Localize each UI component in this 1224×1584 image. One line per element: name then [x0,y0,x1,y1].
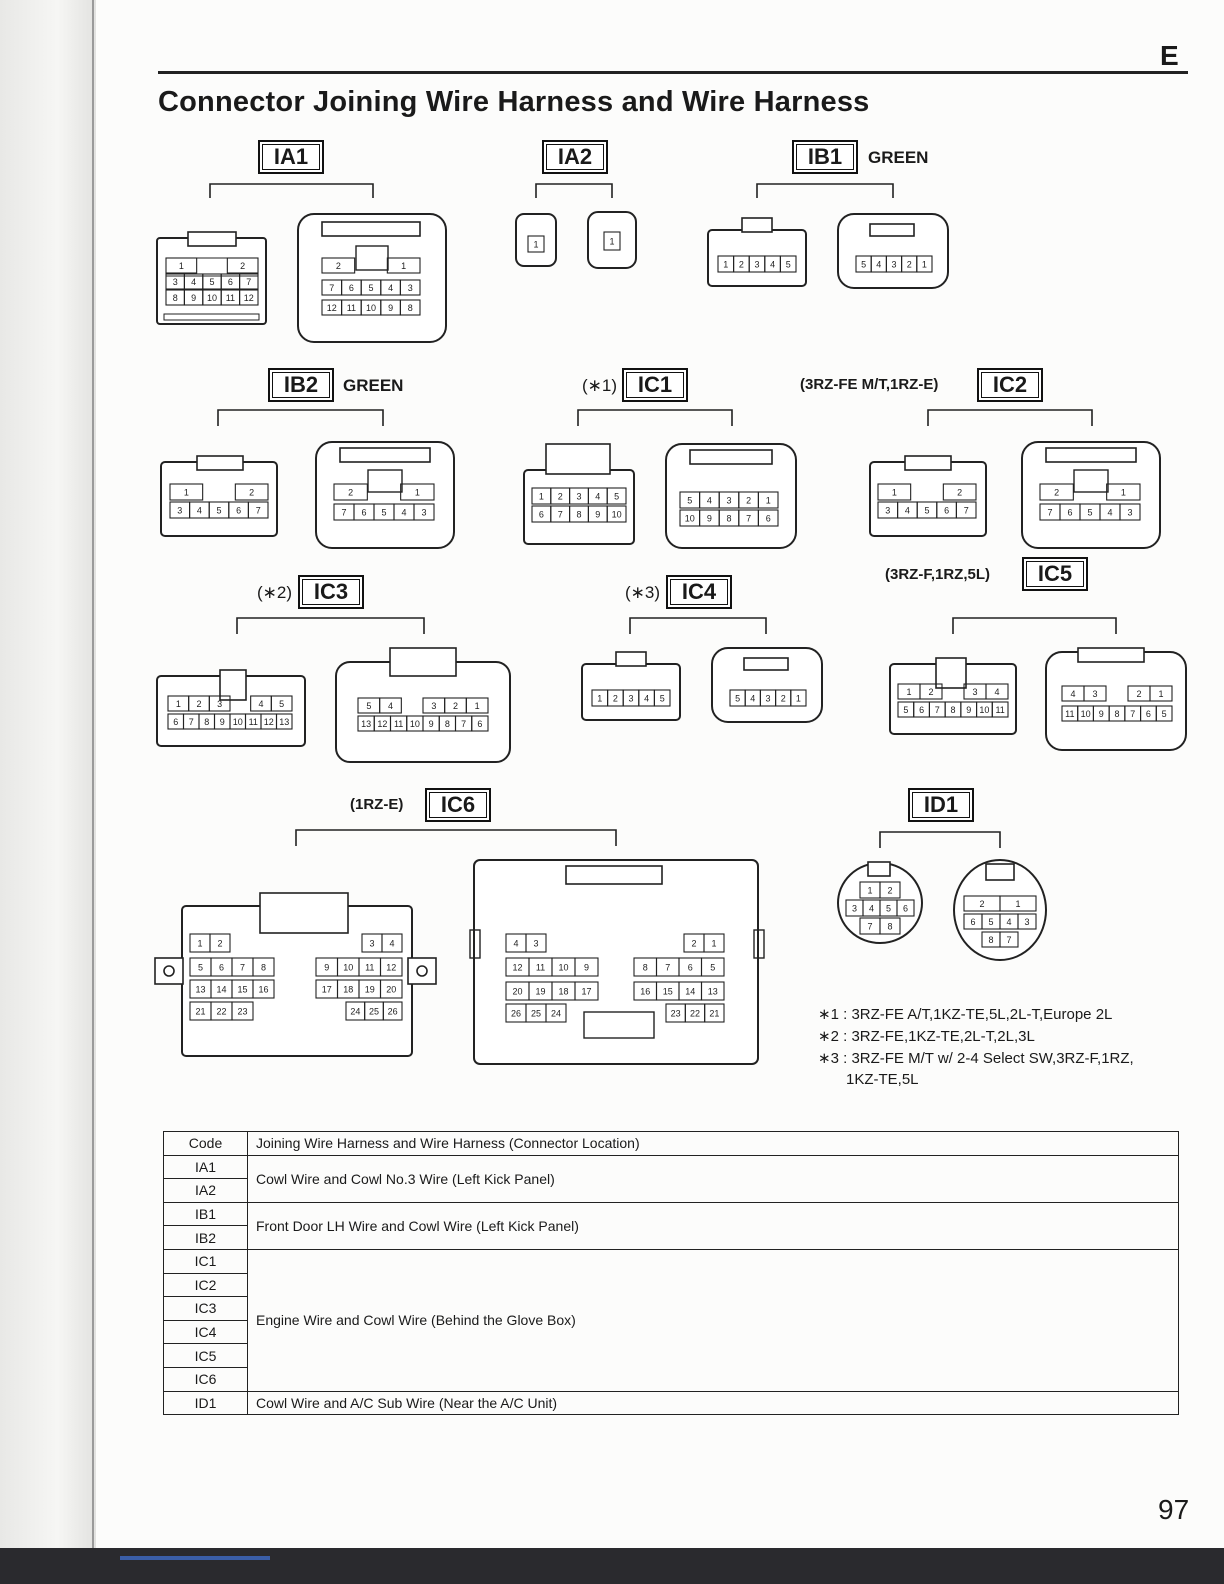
footnote-3: ∗3 : 3RZ-FE M/T w/ 2-4 Select SW,3RZ-F,1RZ, [818,1050,1134,1067]
pin-number: 3 [1127,507,1133,518]
connector-pair-bracket [218,410,383,426]
pin-number: 3 [172,277,178,287]
pin-number: 10 [558,962,569,973]
pin-number: 4 [868,903,875,914]
pin-number: 8 [950,705,956,715]
pin-number: 7 [1047,507,1053,518]
pin-number: 6 [348,283,354,293]
latch [1078,648,1144,662]
pin-number: 8 [887,921,893,932]
pin-number: 13 [707,986,718,997]
latch [197,456,243,470]
pin-number: 7 [1006,935,1012,945]
code-cell: IB1 [164,1202,248,1226]
pin-number: 2 [928,687,934,697]
pin-number: 8 [988,935,994,945]
pin-number: 6 [236,505,242,516]
pin-number: 4 [387,701,394,711]
pin-number: 5 [381,507,387,518]
pin-number: 3 [576,491,582,502]
pin-number: 7 [1130,709,1136,719]
pin-number: 2 [196,699,202,709]
pin-number: 11 [535,962,546,973]
ic5-condition: (3RZ-F,1RZ,5L) [885,566,990,583]
code-cell: IC2 [164,1273,248,1297]
pin-number: 2 [557,491,563,502]
pin-number: 9 [428,719,434,729]
pin-number: 2 [979,899,985,909]
pin-number: 7 [665,962,671,973]
pin-number: 3 [754,259,760,270]
pin-number: 8 [576,509,582,520]
pin-number: 2 [906,259,912,270]
pin-number: 9 [966,705,972,715]
pin-number: 6 [970,917,976,927]
pin-number: 10 [343,962,354,973]
pin-number: 5 [279,699,285,709]
pin-number: 1 [183,487,189,498]
ib2-color-label: GREEN [343,376,404,395]
header-description: Joining Wire Harness and Wire Harness (Connector Location) [248,1132,1179,1156]
description-cell: Engine Wire and Cowl Wire (Behind the Glove Box) [248,1249,1179,1391]
pin-number: 19 [364,984,375,995]
pin-number: 2 [240,261,246,271]
pin-number: 24 [350,1006,361,1017]
connector-ic4-male [582,664,680,720]
pin-number: 6 [1145,709,1151,719]
pin-number: 5 [710,962,716,973]
pin-number: 12 [243,293,254,303]
pin-number: 4 [750,693,756,704]
pin-number: 16 [640,986,651,997]
code-box-ic3: IC3 [298,575,364,609]
pin-number: 9 [191,293,197,303]
connector-pair-bracket [237,618,424,634]
connector-pair-bracket [578,410,732,426]
ic3-condition: (∗2) [257,583,293,602]
pin-number: 3 [851,903,858,914]
page-title: Connector Joining Wire Harness and Wire Harness [158,86,870,118]
latch [905,456,951,470]
pin-number: 11 [1065,709,1075,719]
latch [744,658,788,670]
pin-number: 4 [904,505,910,516]
latch [1046,448,1136,462]
pin-number: 17 [321,984,332,995]
pin-number: 10 [979,705,990,715]
pin-number: 4 [389,938,395,949]
connector-ib1-male [708,230,806,286]
table-header-row [164,1132,1179,1156]
pin-number: 3 [885,505,891,516]
code-cell: IB2 [164,1226,248,1250]
pin-number: 5 [659,693,665,704]
pin-number: 1 [1120,487,1126,498]
pin-number: 1 [597,693,603,704]
pin-number: 11 [995,705,1005,715]
pin-number: 12 [326,303,337,313]
pin-number: 3 [177,505,183,516]
pin-number: 15 [662,986,673,997]
pin-number: 9 [1098,709,1104,719]
pin-number: 8 [204,717,210,727]
pin-number: 2 [452,701,459,711]
pin-number: 6 [227,277,233,287]
pin-number: 17 [581,986,592,997]
pin-number: 10 [365,303,377,313]
pin-number: 22 [689,1008,701,1019]
page-number: 97 [1158,1494,1190,1525]
pin-number: 8 [1114,709,1120,719]
pin-number: 5 [861,259,867,270]
pin-number: 1 [921,259,927,270]
connector-ib2-male [161,462,277,536]
pin-number: 1 [178,261,184,271]
pin-number: 1 [197,938,203,949]
pin-number: 5 [614,491,620,502]
pin-number: 5 [1087,507,1093,518]
pin-number: 4 [513,938,519,949]
pin-number: 12 [386,962,397,973]
pin-number: 9 [706,513,712,524]
pin-number: 2 [249,487,255,498]
pin-number: 8 [260,962,267,973]
pin-number: 1 [906,687,912,697]
pin-number: 1 [795,693,801,704]
pin-number: 2 [335,261,341,271]
pin-number: 5 [903,705,909,715]
pin-number: 5 [687,495,693,506]
pin-number: 8 [642,962,648,973]
ic6-condition: (1RZ-E) [350,796,404,813]
pin-number: 1 [867,885,873,896]
latch [260,893,348,933]
pin-number: 1 [1158,689,1164,699]
pin-number: 1 [414,487,420,498]
pin-number: 5 [785,259,791,270]
connector-location-table [163,1131,1179,1415]
pin-number: 14 [216,984,227,995]
code-cell: IC5 [164,1344,248,1368]
pin-number: 4 [196,505,202,516]
pin-number: 3 [726,495,732,506]
pin-number: 6 [477,719,483,729]
pin-number: 4 [595,491,601,502]
pin-number: 5 [197,962,204,973]
pin-number: 1 [765,495,771,506]
pin-number: 2 [780,693,786,704]
pin-number: 6 [687,962,693,973]
pin-number: 5 [1161,709,1167,719]
description-cell: Front Door LH Wire and Cowl Wire (Left Kick Panel) [248,1202,1179,1249]
pin-number: 16 [258,984,269,995]
pin-number: 7 [461,719,467,729]
pin-number: 9 [595,509,601,520]
code-cell: IC1 [164,1249,248,1273]
latch [546,444,610,474]
code-box-ib2: IB2 [268,368,334,402]
pin-number: 12 [377,719,388,729]
latch [188,232,236,246]
pin-number: 20 [386,984,397,995]
pin-number: 11 [225,293,236,303]
pin-number: 6 [538,509,544,520]
pin-number: 10 [611,509,622,520]
pin-number: 6 [218,962,225,973]
connector-pair-bracket [296,830,616,846]
pin-number: 7 [867,921,873,932]
pin-number: 13 [279,717,290,727]
mount-ear [155,958,183,984]
latch [868,862,890,876]
pin-number: 2 [1054,487,1060,498]
pin-number: 6 [1067,507,1073,518]
pin-number: 14 [685,986,696,997]
pin-number: 18 [558,986,569,997]
pin-number: 6 [361,507,367,518]
pin-number: 4 [1006,917,1012,927]
pin-number: 1 [533,239,539,250]
pin-number: 1 [1015,899,1021,909]
connector-pair-bracket [630,618,766,634]
pin-number: 2 [746,495,752,506]
description-cell: Cowl Wire and A/C Sub Wire (Near the A/C Unit) [248,1391,1179,1415]
footnote-1: ∗1 : 3RZ-FE A/T,1KZ-TE,5L,2L-T,Europe 2L [818,1006,1113,1023]
pin-number: 10 [684,513,695,524]
pin-number: 4 [258,699,264,709]
code-cell: IC4 [164,1320,248,1344]
pin-number: 9 [219,717,225,727]
pin-number: 4 [770,259,776,270]
pin-number: 8 [726,513,732,524]
connector-ic1-male [524,470,634,544]
pin-number: 9 [388,303,394,313]
pin-number: 3 [972,687,978,697]
pin-number: 3 [1092,689,1098,699]
pin-number: 5 [735,693,741,704]
pin-number: 5 [216,505,222,516]
pin-number: 1 [401,261,407,271]
pin-number: 10 [206,293,218,303]
pin-number: 13 [195,984,206,995]
pin-number: 5 [988,917,994,927]
pin-number: 1 [474,701,480,711]
pin-number: 7 [239,962,246,973]
code-cell: IA2 [164,1179,248,1203]
pin-number: 3 [369,938,375,949]
pin-number: 11 [346,303,357,313]
pin-number: 7 [746,513,752,524]
section-letter: E [1160,40,1179,71]
pin-number: 23 [237,1006,248,1017]
pin-number: 7 [246,277,252,287]
pin-number: 5 [924,505,930,516]
latch [690,450,772,464]
pin-number: 20 [512,986,523,997]
pin-number: 3 [765,693,771,704]
pin-number: 11 [248,717,258,727]
pin-number: 2 [1136,689,1142,699]
pin-number: 8 [172,293,178,303]
pin-number: 7 [341,507,347,518]
code-box-ia2: IA2 [542,140,608,174]
pin-number: 10 [1080,709,1091,719]
pin-number: 25 [530,1008,542,1019]
code-cell: ID1 [164,1391,248,1415]
pin-number: 26 [510,1008,522,1019]
pin-number: 4 [1107,507,1113,518]
header-code: Code [164,1132,248,1156]
pin-number: 2 [217,938,223,949]
connector-pair-bracket [928,410,1092,426]
pin-number: 1 [891,487,897,498]
pin-number: 2 [348,487,354,498]
code-box-ic4: IC4 [666,575,732,609]
pin-number: 7 [255,505,261,516]
pin-number: 4 [876,259,882,270]
pin-number: 5 [885,903,892,914]
pin-number: 2 [612,693,618,704]
pin-number: 6 [944,505,950,516]
code-cell: IC3 [164,1297,248,1321]
pin-number: 7 [329,283,335,293]
code-cell: IA1 [164,1155,248,1179]
pin-number: 10 [232,717,243,727]
pin-number: 5 [368,283,374,293]
connector-pair-bracket [953,618,1116,634]
pin-number: 3 [533,938,539,949]
pin-number: 23 [670,1008,681,1019]
pin-number: 9 [324,962,330,973]
pin-number: 1 [175,699,181,709]
pin-number: 6 [919,705,925,715]
pin-number: 2 [691,938,697,949]
pin-number: 4 [994,687,1000,697]
pin-number: 3 [891,259,897,270]
pin-number: 11 [365,962,375,973]
code-box-ic6: IC6 [425,788,491,822]
pin-number: 21 [709,1008,720,1019]
pin-number: 7 [557,509,563,520]
description-cell: Cowl Wire and Cowl No.3 Wire (Left Kick Panel) [248,1155,1179,1202]
pin-number: 1 [609,236,615,247]
code-box-ic1: IC1 [622,368,688,402]
pin-number: 10 [409,719,420,729]
connector-pair-bracket [210,184,373,198]
pin-number: 22 [216,1006,227,1017]
table-row [164,1391,1179,1415]
pin-number: 4 [644,693,650,704]
pin-number: 18 [343,984,354,995]
pin-number: 3 [431,701,437,711]
pin-number: 4 [388,283,394,293]
pin-number: 11 [393,719,404,729]
ic4-condition: (∗3) [625,583,661,602]
code-box-id1: ID1 [908,788,974,822]
pin-number: 12 [263,717,274,727]
table-row [164,1155,1179,1179]
pin-number: 7 [963,505,969,516]
connector-pair-bracket [880,832,1000,848]
pin-number: 8 [407,303,413,313]
latch [742,218,772,232]
pin-number: 7 [188,717,194,727]
pin-number: 19 [535,986,546,997]
pin-number: 4 [401,507,407,518]
latch [566,866,662,884]
pin-number: 3 [628,693,634,704]
ic1-condition: (∗1) [582,376,618,395]
pin-number: 2 [957,487,963,498]
table-row [164,1249,1179,1273]
table-row [164,1202,1179,1226]
latch [390,648,456,676]
pin-number: 15 [237,984,248,995]
pin-number: 5 [366,701,372,711]
pin-number: 26 [387,1006,398,1017]
connector-ic2-male [870,462,986,536]
code-box-ic2: IC2 [977,368,1043,402]
pin-number: 2 [887,885,893,896]
latch [870,224,914,236]
pin-number: 7 [934,705,940,715]
connector-pair-bracket [536,184,612,198]
pin-number: 4 [1070,689,1076,699]
pin-number: 25 [368,1006,380,1017]
pin-number: 4 [191,277,197,287]
pin-number: 5 [209,277,215,287]
pin-number: 3 [421,507,427,518]
pin-number: 8 [444,719,450,729]
pin-number: 1 [711,938,717,949]
latch [340,448,430,462]
ic2-condition: (3RZ-FE M/T,1RZ-E) [800,376,939,393]
code-box-ia1: IA1 [258,140,324,174]
code-box-ib1: IB1 [792,140,858,174]
pin-number: 24 [550,1008,562,1019]
footnote-2: ∗2 : 3RZ-FE,1KZ-TE,2L-T,2L,3L [818,1028,1035,1045]
connector-pair-bracket [757,184,893,198]
latch [986,864,1014,880]
pin-number: 3 [407,283,413,293]
ib1-color-label: GREEN [868,148,929,167]
pin-number: 4 [706,495,712,506]
pin-number: 13 [361,719,372,729]
pin-number: 3 [1024,917,1030,927]
code-box-ic5: IC5 [1022,557,1088,591]
pin-number: 6 [173,717,179,727]
pin-number: 6 [902,903,909,914]
pin-number: 6 [765,513,771,524]
code-cell: IC6 [164,1367,248,1391]
pin-number: 3 [217,699,223,709]
latch [322,222,420,236]
pin-number: 2 [738,259,744,270]
pin-number: 21 [195,1006,206,1017]
latch [616,652,646,666]
mount-ear [408,958,436,984]
pin-number: 1 [538,491,544,502]
footnote-3-continued: 1KZ-TE,5L [846,1071,919,1088]
pin-number: 1 [723,259,729,270]
pin-number: 9 [583,962,590,973]
pin-number: 12 [512,962,523,973]
